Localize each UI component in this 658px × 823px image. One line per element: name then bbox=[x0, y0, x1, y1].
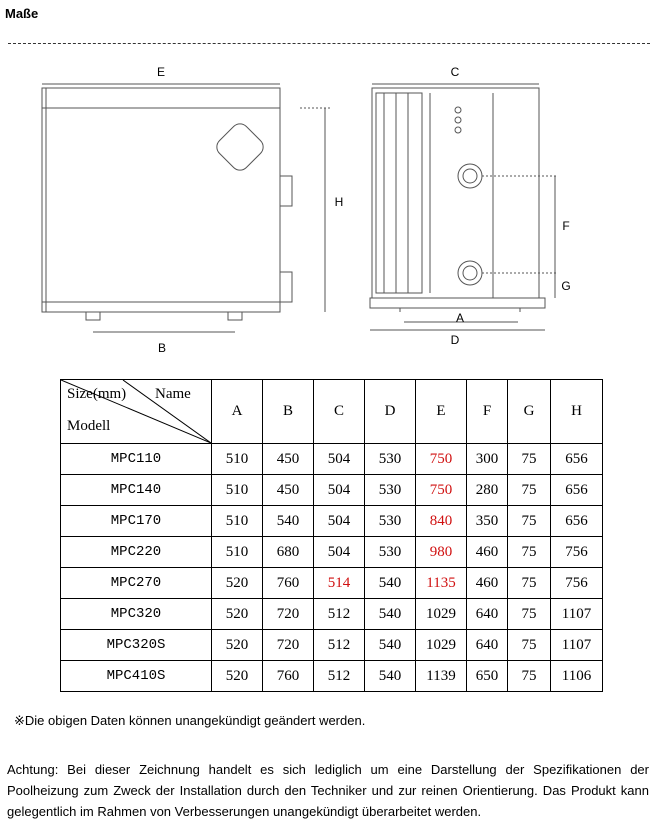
warning-text: Achtung: Bei dieser Zeichnung handelt es sich lediglich um eine Darstellung der Spezifikationen der Poolheizung zum Zweck der Installation durch den Techniker und zur reinen Orientierung. Das Produkt kann gelegentlich im Rahmen von Verbesserungen unangekündigt überarbeitet werden. bbox=[7, 762, 649, 819]
table-row bbox=[61, 537, 603, 568]
value-cell: 540 bbox=[365, 661, 416, 692]
value-cell: 720 bbox=[263, 630, 314, 661]
value-cell: 504 bbox=[314, 537, 365, 568]
value-cell: 540 bbox=[365, 568, 416, 599]
value-cell: 75 bbox=[508, 568, 551, 599]
value-cell: 75 bbox=[508, 599, 551, 630]
value-cell: 504 bbox=[314, 475, 365, 506]
value-cell: 75 bbox=[508, 630, 551, 661]
header-modell: Modell bbox=[67, 418, 111, 434]
value-cell: 640 bbox=[467, 630, 508, 661]
value-cell: 75 bbox=[508, 475, 551, 506]
dim-c-label: C bbox=[450, 65, 460, 79]
model-cell: MPC170 bbox=[61, 506, 212, 537]
value-cell: 520 bbox=[212, 568, 263, 599]
value-cell: 1106 bbox=[551, 661, 603, 692]
col-header: A bbox=[212, 380, 263, 444]
model-cell: MPC110 bbox=[61, 444, 212, 475]
table-row bbox=[61, 475, 603, 506]
value-cell: 1107 bbox=[551, 630, 603, 661]
value-cell: 520 bbox=[212, 661, 263, 692]
side-view bbox=[370, 84, 558, 330]
value-cell: 512 bbox=[314, 661, 365, 692]
spec-table bbox=[60, 379, 603, 692]
value-cell: 514 bbox=[314, 568, 365, 599]
col-header: C bbox=[314, 380, 365, 444]
value-cell: 640 bbox=[467, 599, 508, 630]
front-view bbox=[42, 84, 330, 332]
value-cell: 656 bbox=[551, 475, 603, 506]
dim-e-label: E bbox=[156, 65, 166, 79]
value-cell: 520 bbox=[212, 630, 263, 661]
value-cell: 650 bbox=[467, 661, 508, 692]
value-cell: 750 bbox=[416, 444, 467, 475]
dimension-drawing bbox=[0, 0, 658, 360]
col-header: E bbox=[416, 380, 467, 444]
model-cell: MPC140 bbox=[61, 475, 212, 506]
value-cell: 512 bbox=[314, 630, 365, 661]
value-cell: 530 bbox=[365, 444, 416, 475]
value-cell: 1029 bbox=[416, 599, 467, 630]
table-row bbox=[61, 630, 603, 661]
value-cell: 510 bbox=[212, 506, 263, 537]
col-header: H bbox=[551, 380, 603, 444]
table-row bbox=[61, 506, 603, 537]
dim-b-label: B bbox=[157, 341, 167, 355]
value-cell: 75 bbox=[508, 444, 551, 475]
value-cell: 1107 bbox=[551, 599, 603, 630]
value-cell: 460 bbox=[467, 537, 508, 568]
value-cell: 510 bbox=[212, 475, 263, 506]
dim-d-label: D bbox=[450, 333, 460, 347]
dim-f-label: F bbox=[562, 219, 570, 233]
value-cell: 760 bbox=[263, 568, 314, 599]
value-cell: 512 bbox=[314, 599, 365, 630]
header-name: Name bbox=[155, 386, 191, 402]
value-cell: 540 bbox=[365, 630, 416, 661]
model-cell: MPC270 bbox=[61, 568, 212, 599]
value-cell: 656 bbox=[551, 444, 603, 475]
value-cell: 350 bbox=[467, 506, 508, 537]
table-row bbox=[61, 444, 603, 475]
value-cell: 75 bbox=[508, 506, 551, 537]
dim-h-label: H bbox=[334, 195, 344, 209]
model-cell: MPC410S bbox=[61, 661, 212, 692]
value-cell: 750 bbox=[416, 475, 467, 506]
header-diagonal-cell bbox=[61, 380, 212, 444]
value-cell: 840 bbox=[416, 506, 467, 537]
table-row bbox=[61, 661, 603, 692]
col-header: F bbox=[467, 380, 508, 444]
table-row bbox=[61, 568, 603, 599]
value-cell: 510 bbox=[212, 537, 263, 568]
value-cell: 530 bbox=[365, 475, 416, 506]
value-cell: 280 bbox=[467, 475, 508, 506]
dim-g-label: G bbox=[561, 279, 571, 293]
value-cell: 450 bbox=[263, 475, 314, 506]
value-cell: 980 bbox=[416, 537, 467, 568]
value-cell: 75 bbox=[508, 661, 551, 692]
footnote: ※Die obigen Daten können unangekündigt geändert werden. bbox=[14, 713, 366, 728]
value-cell: 1029 bbox=[416, 630, 467, 661]
value-cell: 75 bbox=[508, 537, 551, 568]
value-cell: 540 bbox=[263, 506, 314, 537]
page-title: Maße bbox=[5, 6, 39, 21]
value-cell: 756 bbox=[551, 568, 603, 599]
value-cell: 504 bbox=[314, 444, 365, 475]
value-cell: 450 bbox=[263, 444, 314, 475]
value-cell: 300 bbox=[467, 444, 508, 475]
col-header: G bbox=[508, 380, 551, 444]
value-cell: 760 bbox=[263, 661, 314, 692]
table-row bbox=[61, 599, 603, 630]
value-cell: 530 bbox=[365, 537, 416, 568]
value-cell: 504 bbox=[314, 506, 365, 537]
value-cell: 756 bbox=[551, 537, 603, 568]
col-header: B bbox=[263, 380, 314, 444]
header-size: Size(mm) bbox=[67, 386, 127, 402]
value-cell: 680 bbox=[263, 537, 314, 568]
value-cell: 460 bbox=[467, 568, 508, 599]
col-header: D bbox=[365, 380, 416, 444]
value-cell: 530 bbox=[365, 506, 416, 537]
value-cell: 1135 bbox=[416, 568, 467, 599]
table-header-row bbox=[61, 380, 603, 444]
dim-a-label: A bbox=[455, 311, 465, 325]
model-cell: MPC220 bbox=[61, 537, 212, 568]
value-cell: 540 bbox=[365, 599, 416, 630]
model-cell: MPC320S bbox=[61, 630, 212, 661]
model-cell: MPC320 bbox=[61, 599, 212, 630]
value-cell: 520 bbox=[212, 599, 263, 630]
value-cell: 1139 bbox=[416, 661, 467, 692]
value-cell: 656 bbox=[551, 506, 603, 537]
value-cell: 510 bbox=[212, 444, 263, 475]
value-cell: 720 bbox=[263, 599, 314, 630]
